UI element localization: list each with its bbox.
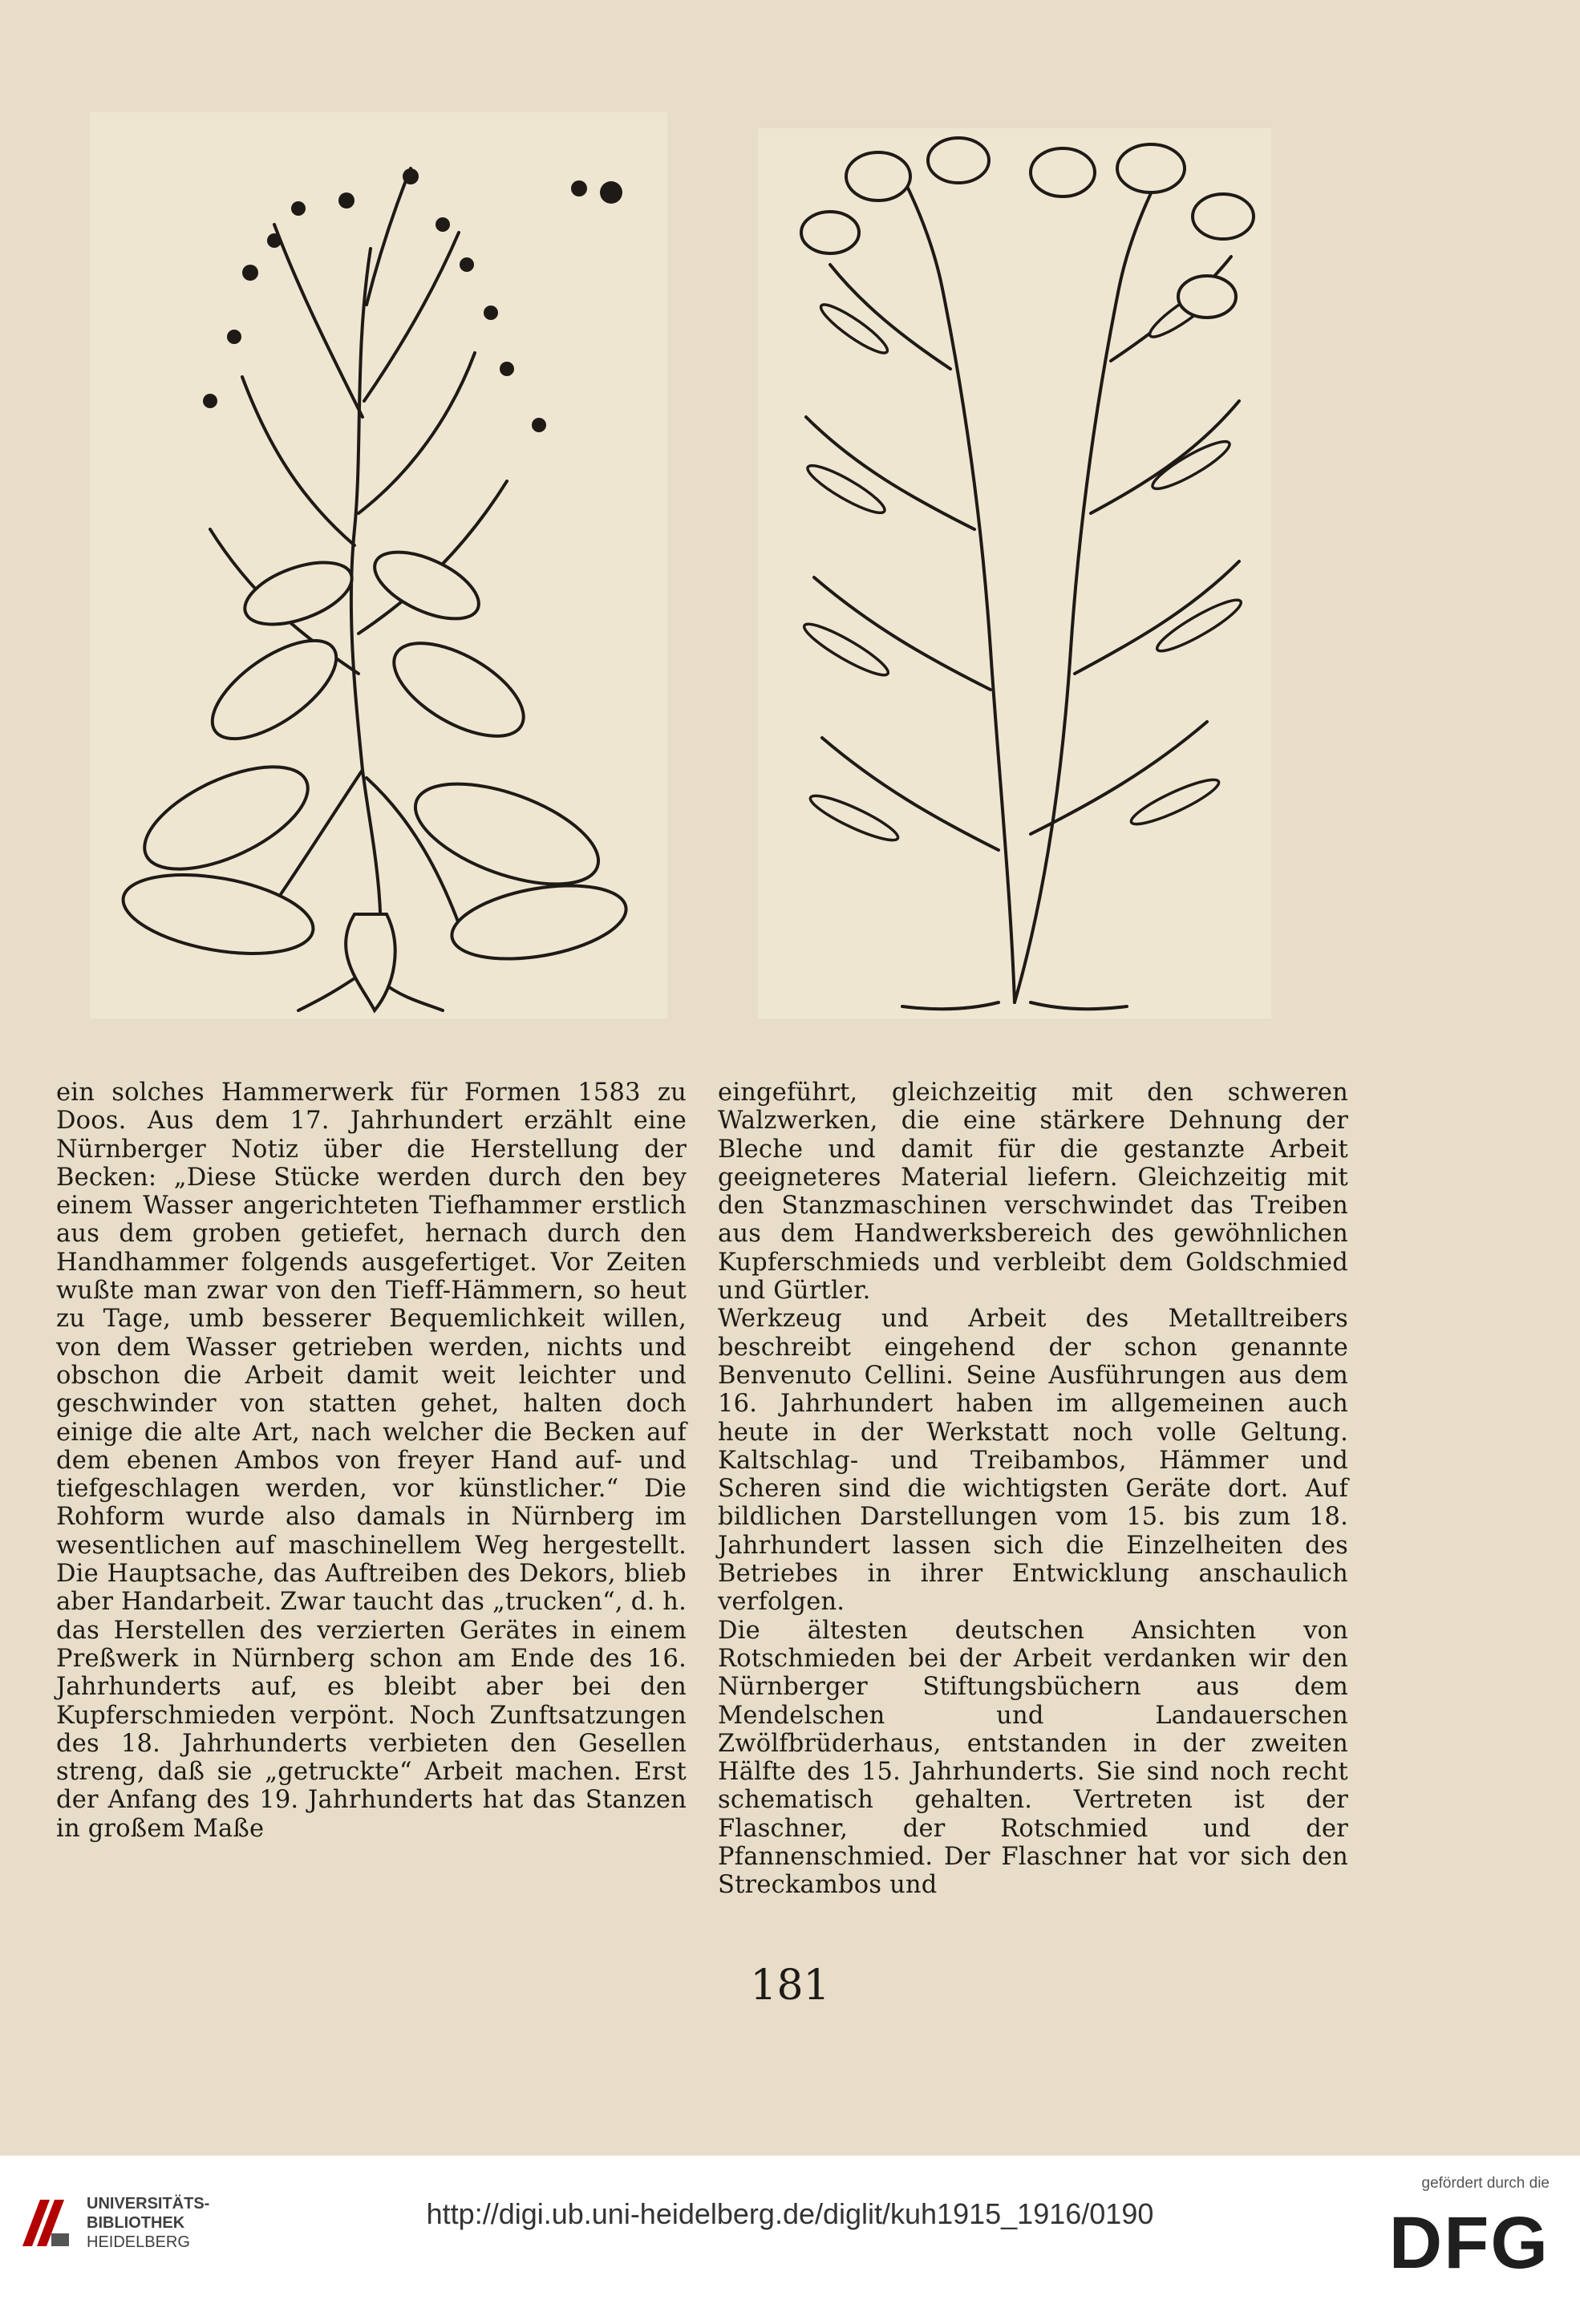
page-number: 181 bbox=[750, 1962, 830, 2010]
left-text-column bbox=[56, 1079, 687, 1843]
footer-bar bbox=[0, 2156, 1580, 2324]
dfg-logo[interactable]: DFG bbox=[1388, 2202, 1550, 2284]
library-name-line: HEIDELBERG bbox=[87, 2233, 190, 2251]
funding-note: gefördert durch die bbox=[1421, 2175, 1550, 2192]
source-url-link[interactable]: http://digi.ub.uni-heidelberg.de/diglit/kuh1915_1916/0190 bbox=[426, 2197, 1154, 2230]
left-woodcut-plant-illustration bbox=[90, 112, 667, 1018]
body-paragraph: ein solches Hammerwerk für Formen 1583 zu Doos. Aus dem 17. Jahrhundert erzählt eine Nürnberger Notiz über die Herstellung der Becken: „Diese Stücke werden durch den bey einem Wasser angerichteten Tiefhammer erstlich aus dem groben getiefet, hernach durch den Handhammer folgends ausgefertiget. Vor Zeiten wußte man zwar von den Tieff-Hämmern, so heut zu Tage, umb besserer Bequemlichkeit willen, von dem Wasser getrieben werden, nichts und obschon die Arbeit damit weit leichter und geschwinder von statten gehet, halten doch einige die alte Art, nach welcher die Becken auf dem ebenen Ambos von freyer Hand auf- und tiefgeschlagen werden, vor künstlicher.“ Die Rohform wurde also damals in Nürnberg im wesentlichen auf maschinellem Weg hergestellt. Die Hauptsache, das Auftreiben des Dekors, blieb aber Handarbeit. Zwar taucht das „trucken“, d. h. das Herstellen des verzierten Gerätes in einem Preßwerk in Nürnberg schon am Ende des 16. Jahrhunderts auf, es bleibt aber bei den Kupferschmieden verpönt. Noch Zunftsatzungen des 18. Jahrhunderts verbieten den Gesellen streng, daß sie „getruckte“ Arbeit machen. Erst der Anfang des 19. Jahrhunderts hat das Stanzen in großem Maße bbox=[56, 1079, 687, 1843]
body-paragraph: Werkzeug und Arbeit des Metalltreibers beschreibt eingehend der schon genannte Benvenuto Cellini. Seine Ausführungen aus dem 16. Jahrhundert haben im allgemeinen auch heute in der Werkstatt noch volle Geltung. Kaltschlag- und Treibambos, Hämmer und Scheren sind die wichtigsten Geräte dort. Auf bildlichen Darstellungen vom 15. bis zum 18. Jahrhundert lassen sich die Einzelheiten des Betriebes in ihrer Entwicklung anschaulich verfolgen. bbox=[718, 1305, 1348, 1617]
body-paragraph: eingeführt, gleichzeitig mit den schweren Walzwerken, die eine stärkere Dehnung der Bleche und damit für die gestanzte Arbeit geeigneteres Material liefern. Gleichzeitig mit den Stanzmaschinen verschwindet das Treiben aus dem Handwerksbereich des gewöhnlichen Kupferschmieds und verbleibt dem Goldschmied und Gürtler. bbox=[718, 1079, 1348, 1306]
body-paragraph: Die ältesten deutschen Ansichten von Rotschmieden bei der Arbeit verdanken wir den Nürnberger Stiftungsbüchern aus dem Mendelschen und Landauerschen Zwölfbrüderhaus, entstanden in der zweiten Hälfte des 15. Jahrhunderts. Sie sind noch recht schematisch gehalten. Vertreten ist der Flaschner, der Rotschmied und der Pfannenschmied. Der Flaschner hat vor sich den Streckambos und bbox=[718, 1616, 1348, 1900]
right-text-column bbox=[718, 1079, 1348, 1900]
library-name-line: UNIVERSITÄTS- bbox=[87, 2195, 210, 2213]
right-woodcut-plant-illustration bbox=[758, 128, 1271, 1018]
library-name-line: BIBLIOTHEK bbox=[87, 2214, 185, 2232]
